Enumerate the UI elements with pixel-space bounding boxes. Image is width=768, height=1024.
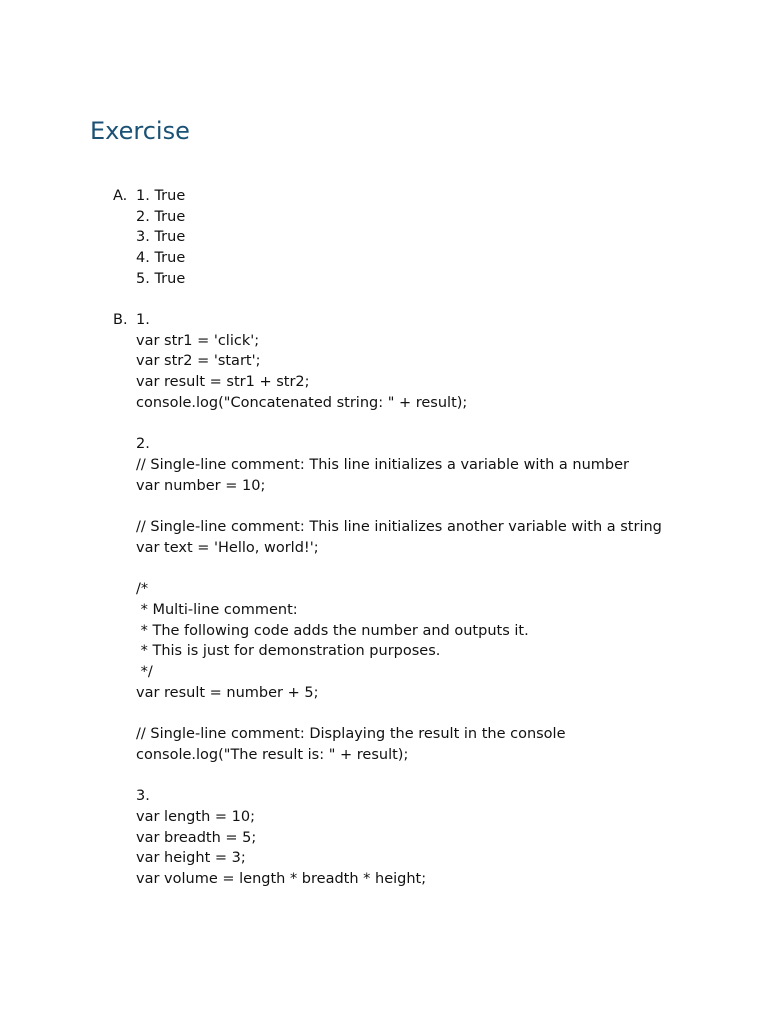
text-line: var length = 10;	[136, 808, 255, 825]
text-line: 1.	[136, 312, 150, 328]
text-line: console.log("The result is: " + result);	[136, 746, 409, 763]
text-line: 1. True	[136, 188, 186, 204]
text-line: 5. True	[136, 270, 186, 287]
blank-line	[136, 765, 671, 786]
list-marker-a: A.	[113, 188, 128, 204]
blank-line	[136, 496, 671, 517]
text-line: 3.	[136, 788, 150, 805]
text-line: var number = 10;	[136, 477, 266, 494]
text-line: var height = 3;	[136, 850, 246, 867]
text-line: var str1 = 'click';	[136, 332, 260, 349]
text-line: var breadth = 5;	[136, 829, 257, 846]
text-line: var volume = length * breadth * height;	[136, 870, 427, 887]
text-line: var result = number + 5;	[136, 684, 319, 701]
text-line: /*	[136, 581, 149, 598]
text-line: // Single-line comment: Displaying the result in the console	[136, 726, 566, 742]
text-line: console.log("Concatenated string: " + result);	[136, 394, 468, 411]
section-a-lines	[136, 186, 671, 290]
blank-line	[136, 414, 671, 435]
text-line: var text = 'Hello, world!';	[136, 539, 319, 556]
text-line: * This is just for demonstration purposes.	[136, 643, 441, 660]
text-line: * The following code adds the number and outputs it.	[136, 622, 529, 639]
list-marker-b: B.	[113, 312, 128, 328]
text-line: var str2 = 'start';	[136, 353, 261, 370]
text-line: // Single-line comment: This line initializes another variable with a string	[136, 519, 662, 535]
blank-line	[136, 558, 671, 579]
blank-line	[136, 703, 671, 724]
text-line: var result = str1 + str2;	[136, 374, 310, 391]
text-line: // Single-line comment: This line initializes a variable with a number	[136, 456, 630, 473]
text-line: 4. True	[136, 250, 186, 267]
text-line: 2.	[136, 436, 150, 453]
text-line: */	[136, 663, 153, 680]
page-title: Exercise	[90, 117, 190, 145]
section-b-lines	[136, 310, 671, 890]
text-line: * Multi-line comment:	[136, 601, 298, 618]
text-line: 3. True	[136, 229, 186, 246]
text-line: 2. True	[136, 208, 186, 225]
